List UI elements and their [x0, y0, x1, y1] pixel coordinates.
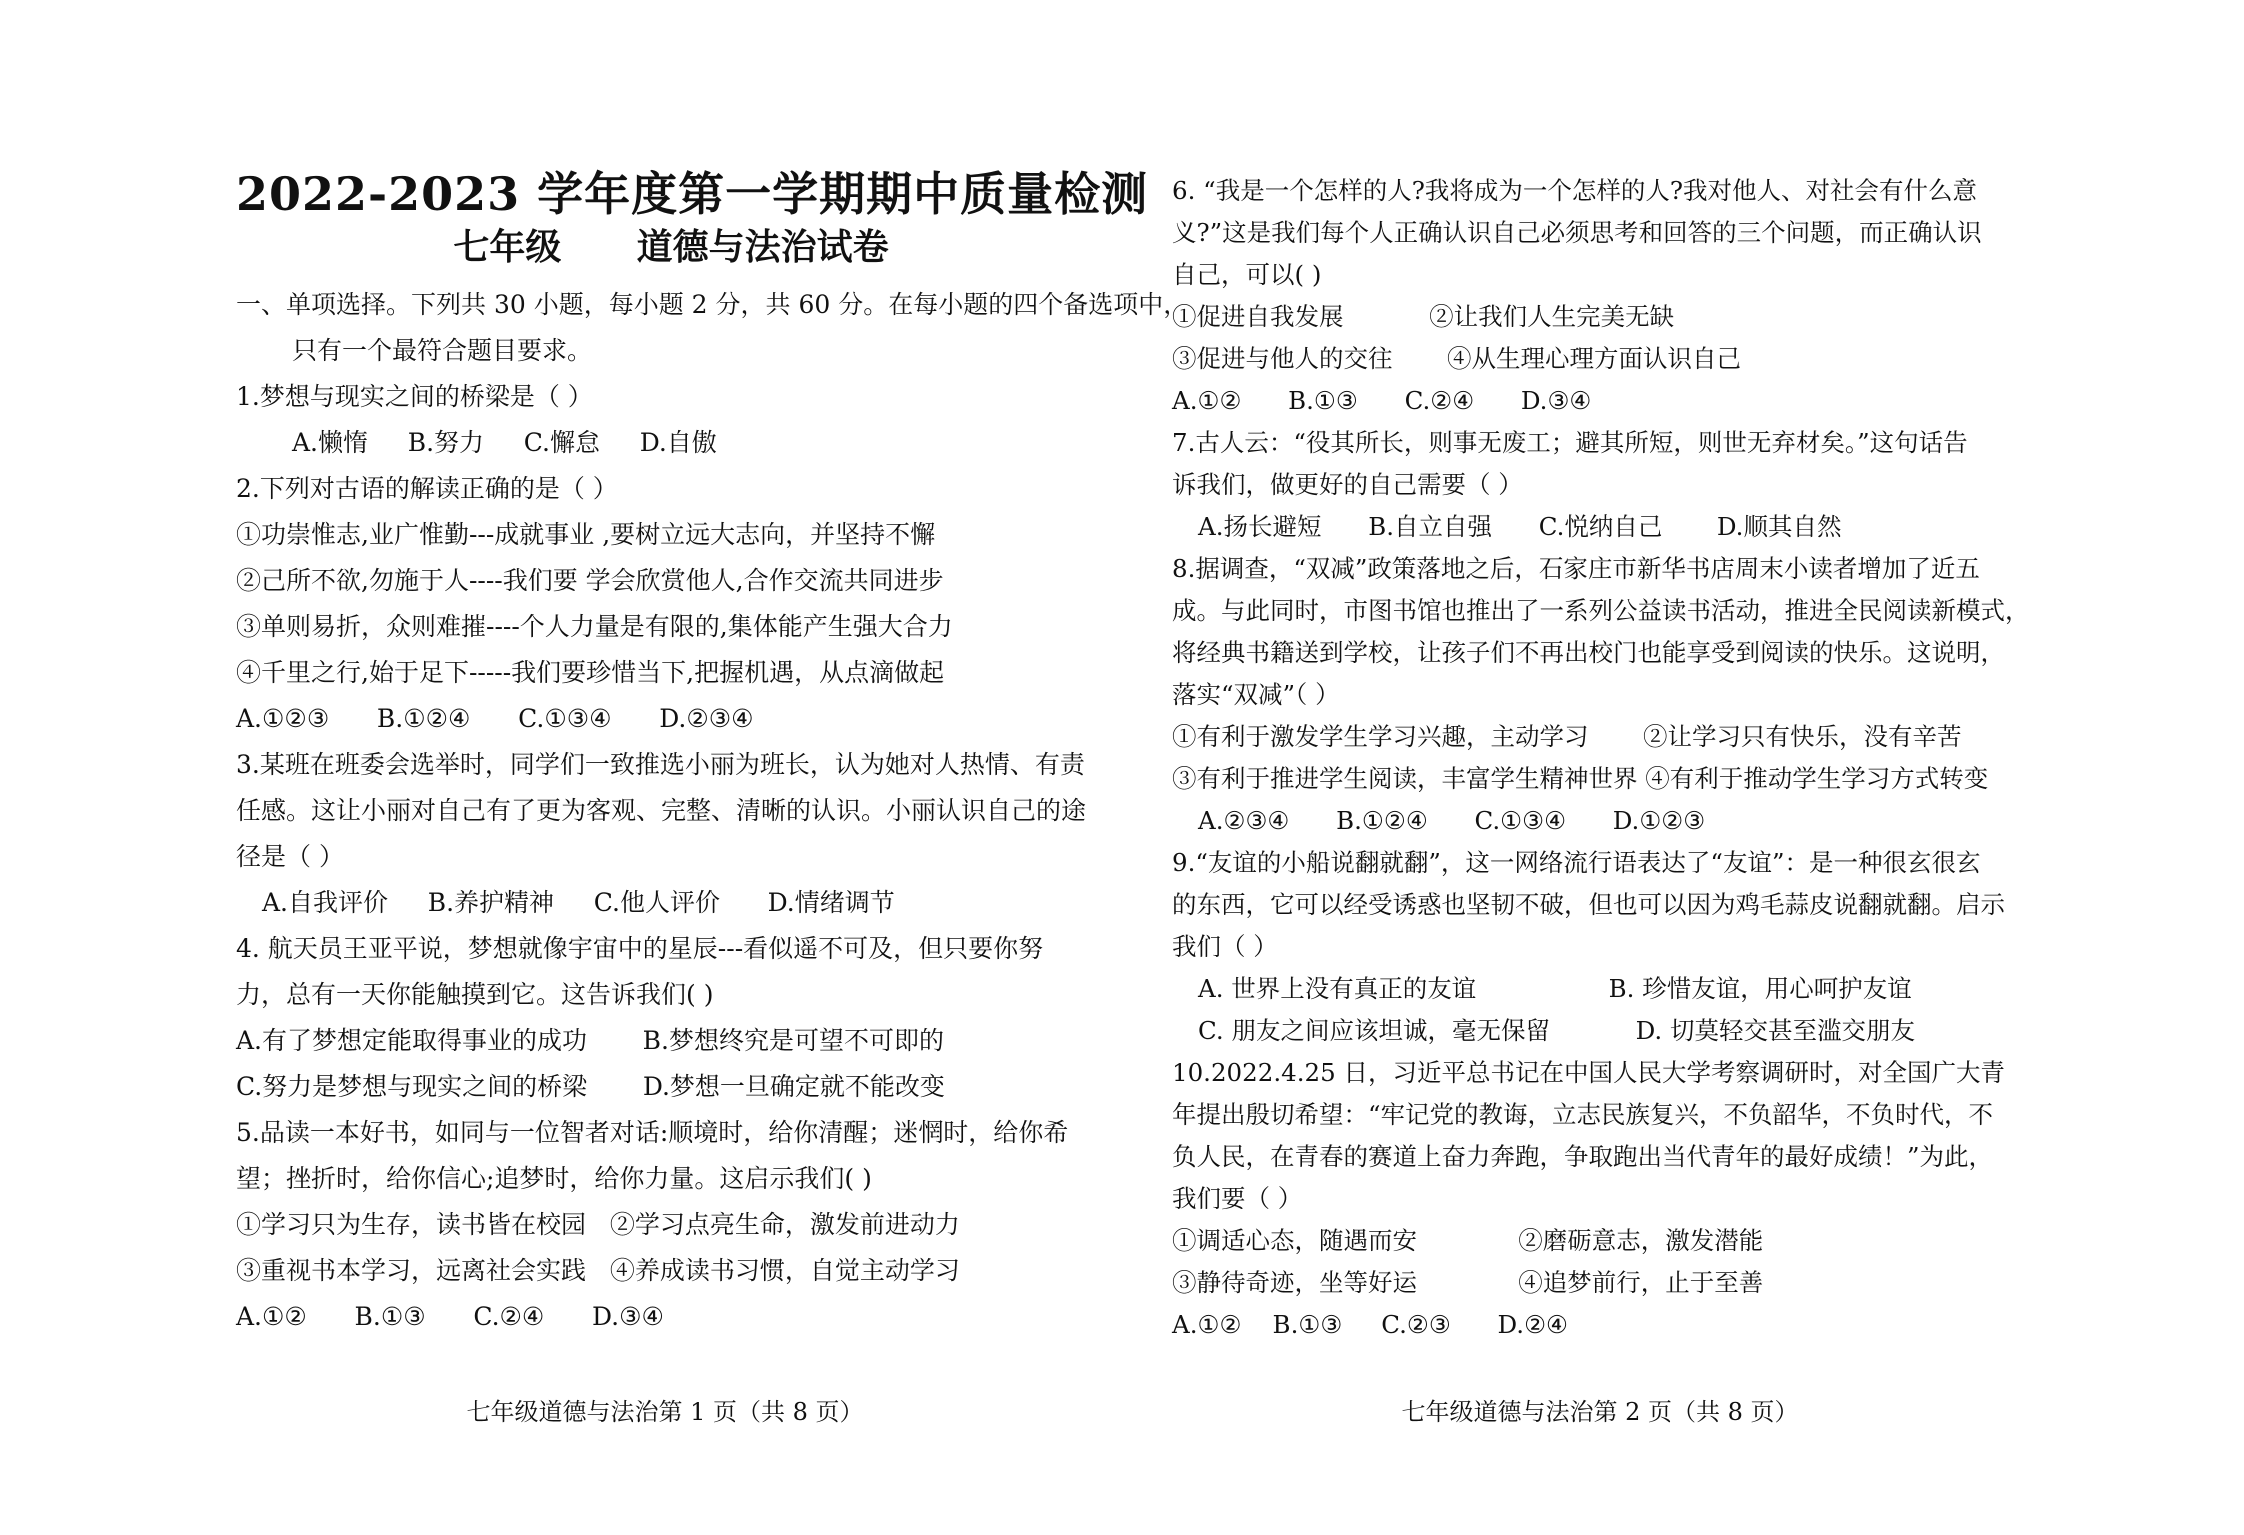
question-8-item: ①有利于激发学生学习兴趣，主动学习 ②让学习只有快乐，没有辛苦 [1172, 722, 1962, 751]
question-9-line: 的东西，它可以经受诱惑也坚韧不破，但也可以因为鸡毛蒜皮说翻就翻。启示 [1172, 890, 2005, 919]
question-5-item: ①学习只为生存，读书皆在校园 ②学习点亮生命，激发前进动力 [236, 1210, 960, 1239]
question-6-options: A.①② B.①③ C.②④ D.③④ [1172, 386, 1592, 415]
question-8-line: 将经典书籍送到学校，让孩子们不再出校门也能享受到阅读的快乐。这说明， [1172, 638, 2005, 667]
page-footer-left: 七年级道德与法治第 1 页（共 8 页） [466, 1398, 864, 1426]
question-2-item: ①功崇惟志,业广惟勤---成就事业 ,要树立远大志向，并坚持不懈 [236, 520, 936, 549]
question-3-line: 任感。这让小丽对自己有了更为客观、完整、清晰的认识。小丽认识自己的途 [236, 796, 1087, 825]
question-9-options: A. 世界上没有真正的友谊 B. 珍惜友谊，用心呵护友谊 [1198, 974, 1912, 1003]
question-4-line: 4. 航天员王亚平说，梦想就像宇宙中的星辰---看似遥不可及，但只要你努 [236, 934, 1044, 963]
question-6-line: 义?”这是我们每个人正确认识自己必须思考和回答的三个问题，而正确认识 [1172, 218, 1982, 247]
question-6-line: 自己，可以( ) [1172, 260, 1322, 289]
question-2-options: A.①②③ B.①②④ C.①③④ D.②③④ [236, 704, 754, 733]
question-10-item: ③静待奇迹，坐等好运 ④追梦前行，止于至善 [1172, 1268, 1764, 1297]
question-5-line: 5.品读一本好书，如同与一位智者对话:顺境时，给你清醒；迷惘时，给你希 [236, 1118, 1069, 1147]
left-questions [236, 282, 1189, 1340]
question-10-line: 10.2022.4.25 日，习近平总书记在中国人民大学考察调研时，对全国广大青 [1172, 1058, 2005, 1087]
question-10-line: 我们要（ ） [1172, 1184, 1303, 1213]
question-4-options: A.有了梦想定能取得事业的成功 B.梦想终究是可望不可即的 [236, 1026, 944, 1055]
question-6-item: ①促进自我发展 ②让我们人生完美无缺 [1172, 302, 1675, 331]
question-8-line: 8.据调查，“双减”政策落地之后，石家庄市新华书店周末小读者增加了近五 [1172, 554, 1980, 583]
question-10-line: 负人民，在青春的赛道上奋力奔跑，争取跑出当代青年的最好成绩！”为此， [1172, 1142, 1994, 1171]
question-5-line: 望；挫折时，给你信心;追梦时，给你力量。这启示我们( ) [236, 1164, 872, 1193]
question-10-item: ①调适心态，随遇而安 ②磨砺意志，激发潜能 [1172, 1226, 1764, 1255]
question-4-line: 力，总有一天你能触摸到它。这告诉我们( ) [236, 980, 714, 1009]
question-9-options: C. 朋友之间应该坦诚，毫无保留 D. 切莫轻交甚至滥交朋友 [1198, 1016, 1915, 1045]
question-1-stem: 1.梦想与现实之间的桥梁是（ ） [236, 382, 593, 411]
question-7-line: 诉我们，做更好的自己需要（ ） [1172, 470, 1523, 499]
exam-title: 2022-2023 学年度第一学期期中质量检测 [236, 167, 1149, 221]
left-page [236, 0, 1189, 1535]
question-10-options: A.①② B.①③ C.②③ D.②④ [1172, 1310, 1569, 1339]
page-footer-right: 七年级道德与法治第 2 页（共 8 页） [1401, 1398, 1799, 1426]
question-8-line: 成。与此同时，市图书馆也推出了一系列公益读书活动，推进全民阅读新模式， [1172, 596, 2030, 625]
question-7-options: A.扬长避短 B.自立自强 C.悦纳自己 D.顺其自然 [1198, 512, 1842, 541]
question-5-item: ③重视书本学习，远离社会实践 ④养成读书习惯，自觉主动学习 [236, 1256, 960, 1285]
question-8-item: ③有利于推进学生阅读，丰富学生精神世界 ④有利于推动学生学习方式转变 [1172, 764, 1989, 793]
question-9-line: 我们（ ） [1172, 932, 1278, 961]
instructions-line: 只有一个最符合题目要求。 [292, 336, 593, 365]
question-3-line: 3.某班在班委会选举时，同学们一致推选小丽为班长，认为她对人热情、有责 [236, 750, 1085, 779]
question-2-stem: 2.下列对古语的解读正确的是（ ） [236, 474, 618, 503]
question-6-line: 6. “我是一个怎样的人?我将成为一个怎样的人?我对他人、对社会有什么意 [1172, 176, 1977, 205]
question-2-item: ④千里之行,始于足下-----我们要珍惜当下,把握机遇，从点滴做起 [236, 658, 945, 687]
question-10-line: 年提出殷切希望：“牢记党的教诲，立志民族复兴，不负韶华，不负时代，不 [1172, 1100, 1994, 1129]
question-2-item: ②己所不欲,勿施于人----我们要 学会欣赏他人,合作交流共同进步 [236, 566, 944, 595]
question-9-line: 9.“友谊的小船说翻就翻”，这一网络流行语表达了“友谊”：是一种很玄很玄 [1172, 848, 1981, 877]
question-4-options: C.努力是梦想与现实之间的桥梁 D.梦想一旦确定就不能改变 [236, 1072, 945, 1101]
instructions-line: 一、单项选择。下列共 30 小题，每小题 2 分，共 60 分。在每小题的四个备选项中， [236, 290, 1189, 319]
exam-subtitle: 七年级 道德与法治试卷 [453, 226, 889, 268]
question-2-item: ③单则易折，众则难摧----个人力量是有限的,集体能产生强大合力 [236, 612, 953, 641]
question-3-line: 径是（ ） [236, 842, 344, 871]
right-page [1172, 0, 2032, 1535]
question-3-options: A.自我评价 B.养护精神 C.他人评价 D.情绪调节 [262, 888, 895, 917]
question-8-options: A.②③④ B.①②④ C.①③④ D.①②③ [1198, 806, 1706, 835]
question-5-options: A.①② B.①③ C.②④ D.③④ [236, 1302, 664, 1331]
question-6-item: ③促进与他人的交往 ④从生理心理方面认识自己 [1172, 344, 1742, 373]
question-1-options: A.懒惰 B.努力 C.懈怠 D.自傲 [292, 428, 717, 457]
question-7-line: 7.古人云：“役其所长，则事无废工；避其所短，则世无弃材矣。”这句话告 [1172, 428, 1968, 457]
question-8-line: 落实“双减”（ ） [1172, 680, 1340, 709]
right-questions [1172, 170, 2032, 1346]
